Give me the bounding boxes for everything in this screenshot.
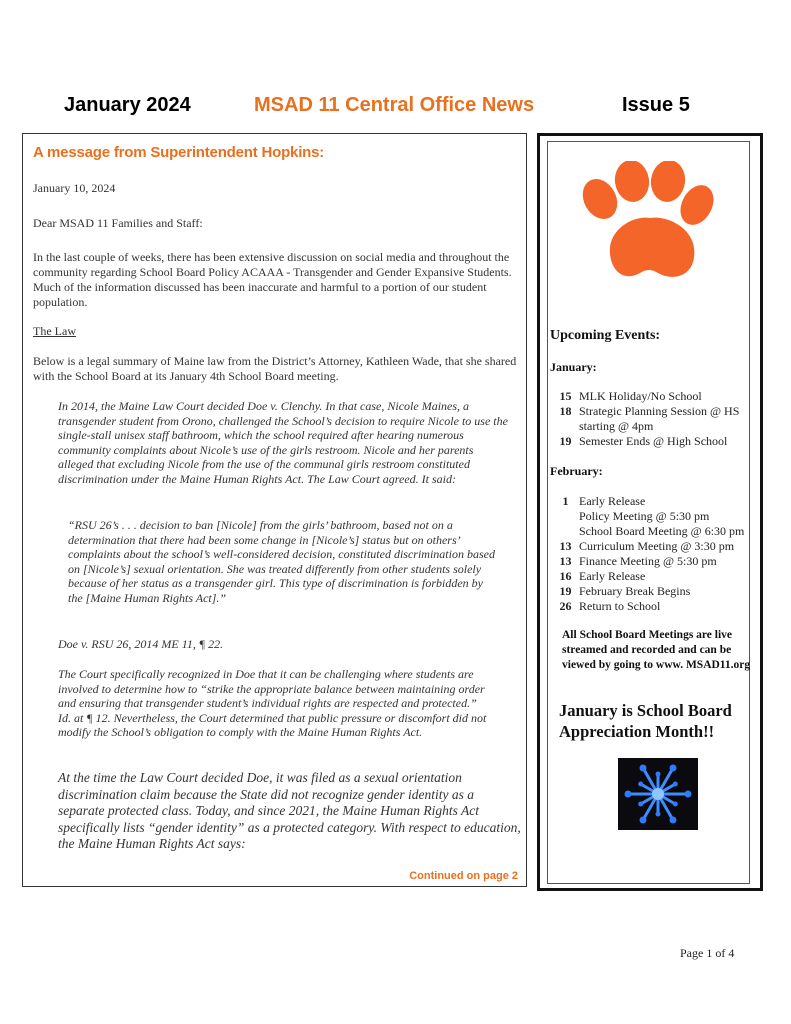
case-summary: In 2014, the Maine Law Court decided Doe v. Clenchy. In that case, Nicole Maines, a transgender student from Orono, challenged the School’s decision to require Nicole to use the single-stall unisex staff bathroom, which the school required after hearing numerous community complaints about Nicole’s use of the girls restroom. Nicole and her parents alleged that excluding Nicole from the use of the communal girls restroom constituted discrimination under the Maine Human Rights Act. The Law Court agreed. It said:	[58, 399, 508, 486]
main-article	[22, 133, 527, 887]
continued-note: Continued on page 2	[409, 870, 518, 882]
final-paragraph: At the time the Law Court decided Doe, it was filed as a sexual orientation discrimination claim because the State did not recognize gender identity as a separate protected class. Today, and since 2021, the Maine Human Rights Act specifically lists “gender identity” as a protected category. With respect to education, the Maine Human Rights Act says:	[58, 770, 521, 851]
sidebar	[537, 133, 763, 891]
article-title: A message from Superintendent Hopkins:	[33, 144, 325, 161]
event-item: 19 February Break Begins	[559, 584, 691, 598]
event-item: 26 Return to School	[559, 599, 661, 613]
event-item: 18 Strategic Planning Session @ HS	[559, 404, 740, 418]
snowflake-icon	[618, 758, 698, 830]
event-item: 13 Curriculum Meeting @ 3:30 pm	[559, 539, 735, 553]
event-item: School Board Meeting @ 6:30 pm	[579, 524, 745, 538]
appreciation-banner: January is School Board Appreciation Month!!	[559, 701, 732, 741]
paw-print-icon	[580, 161, 715, 281]
january-label: January:	[550, 360, 597, 374]
letter-date: January 10, 2024	[33, 181, 116, 195]
law-intro-paragraph: Below is a legal summary of Maine law from the District’s Attorney, Kathleen Wade, that she shared with the School Board at its January 4th School Board meeting.	[33, 354, 517, 383]
court-quote: “RSU 26’s . . . decision to ban [Nicole] from the girls’ bathroom, based not on a determination that there had been some change in [Nicole’s] status but on others’ complaints about the school’s well-considered decision, constituted discrimination based on [Nicole’s] sexual orientation. She was treated differently from other students solely because of her status as a transgender girl. This type of discrimination is forbidden by the [Maine Human Rights Act].”	[68, 518, 495, 605]
letter-salutation: Dear MSAD 11 Families and Staff:	[33, 216, 203, 230]
law-heading: The Law	[33, 324, 76, 338]
header-date: January 2024	[64, 94, 191, 116]
february-label: February:	[550, 464, 603, 478]
event-item: starting @ 4pm	[579, 419, 654, 433]
event-item: 1 Early Release	[562, 494, 646, 508]
intro-paragraph: In the last couple of weeks, there has been extensive discussion on social media and throughout the community regarding School Board Policy ACAAA - Transgender and Gender Expansive Students. Much of the information discussed has been inaccurate and harmful to a portion of our student population.	[33, 250, 512, 309]
meetings-note: All School Board Meetings are live streamed and recorded and can be viewed by going to www. MSAD11.org	[562, 629, 751, 671]
event-item: 19 Semester Ends @ High School	[559, 434, 728, 448]
event-item: 13 Finance Meeting @ 5:30 pm	[559, 554, 717, 568]
event-item: 15 MLK Holiday/No School	[559, 389, 702, 403]
event-item: 16 Early Release	[559, 569, 646, 583]
case-citation: Doe v. RSU 26, 2014 ME 11, ¶ 22.	[58, 637, 224, 651]
issue-number: Issue 5	[622, 94, 690, 116]
page-number: Page 1 of 4	[680, 946, 735, 960]
court-paragraph: The Court specifically recognized in Doe that it can be challenging where students are involved to determine how to “strike the appropriate balance between maintaining order and ensuring that transgender student’s individual rights are respected and protected.” Id. at ¶ 12. Nevertheless, the Court determined that public pressure or discomfort did not modify the School’s obligation to comply with the Maine Human Rights Act.	[58, 667, 487, 739]
events-heading: Upcoming Events:	[550, 328, 661, 343]
newsletter-title: MSAD 11 Central Office News	[254, 94, 535, 116]
event-item: Policy Meeting @ 5:30 pm	[579, 509, 710, 523]
